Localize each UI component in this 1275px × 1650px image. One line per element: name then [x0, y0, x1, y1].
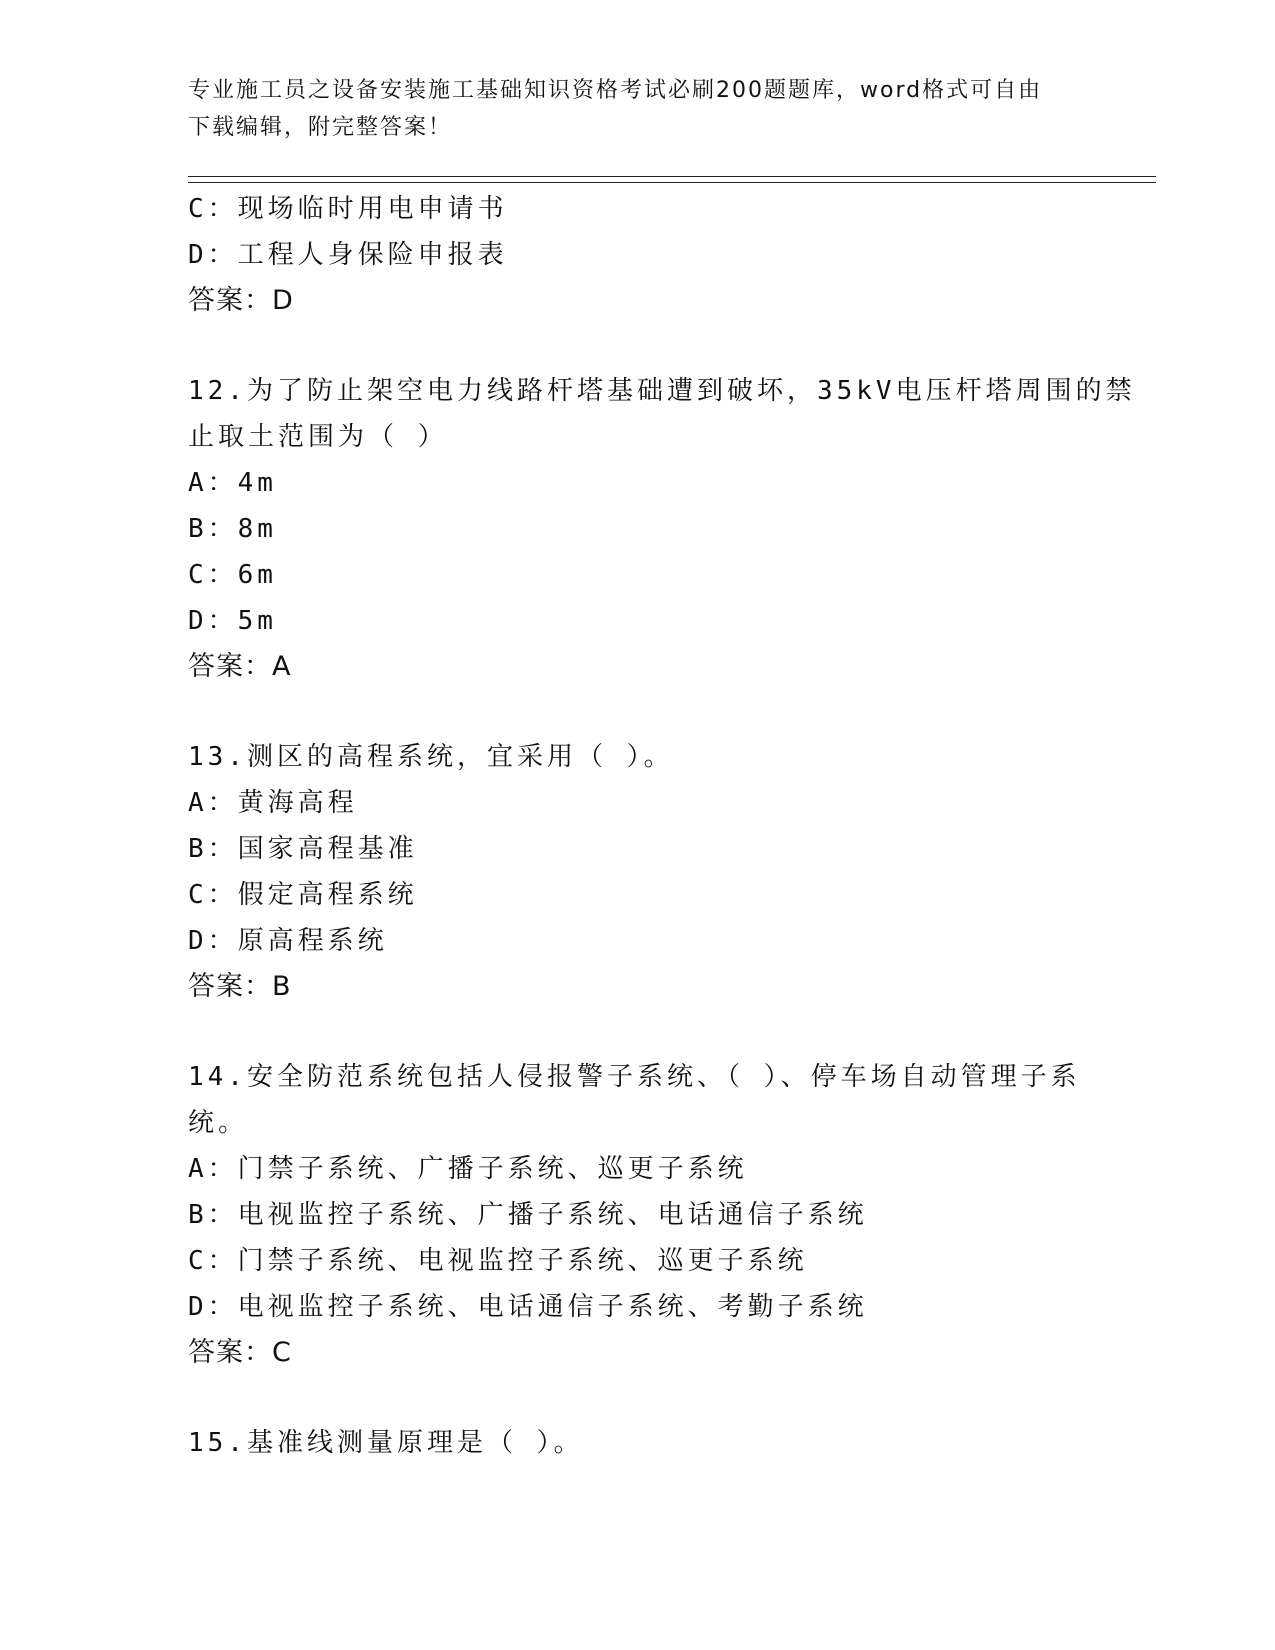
- question-12: [188, 368, 1136, 690]
- option-b: B：电视监控子系统、广播子系统、电话通信子系统: [188, 1200, 868, 1230]
- question-14: [188, 1054, 1108, 1376]
- option-d: D：5m: [188, 606, 277, 636]
- option-a: A：黄海高程: [188, 788, 358, 818]
- spacer: [188, 1376, 1108, 1420]
- spacer: [188, 1010, 1108, 1054]
- option-a: A：4m: [188, 468, 277, 498]
- option-d: D：电视监控子系统、电话通信子系统、考勤子系统: [188, 1292, 868, 1322]
- question-stem-continued: 止取土范围为（ ）: [188, 422, 448, 452]
- spacer: [188, 324, 1108, 368]
- answer: 答案：B: [188, 971, 292, 1002]
- header-line-2: 下载编辑，附完整答案！: [188, 115, 453, 140]
- document-header: [188, 72, 1068, 146]
- option-b: B：8m: [188, 514, 277, 544]
- header-line-1: 专业施工员之设备安装施工基础知识资格考试必刷200题题库，word格式可自由: [188, 78, 1043, 103]
- option-d: D：工程人身保险申报表: [188, 240, 508, 270]
- question-stem: 15.基准线测量原理是（ ）。: [188, 1428, 584, 1458]
- option-b: B：国家高程基准: [188, 834, 418, 864]
- question-stem: 13.测区的高程系统，宜采用（ ）。: [188, 742, 674, 772]
- spacer: [188, 690, 1108, 734]
- option-c: C：现场临时用电申请书: [188, 194, 508, 224]
- question-stem: 14.安全防范系统包括人侵报警子系统、（ ）、停车场自动管理子系: [188, 1062, 1081, 1092]
- question-13: [188, 734, 1108, 1010]
- answer: 答案：D: [188, 285, 294, 316]
- option-c: C：门禁子系统、电视监控子系统、巡更子系统: [188, 1246, 808, 1276]
- option-a: A：门禁子系统、广播子系统、巡更子系统: [188, 1154, 748, 1184]
- question-list: [188, 186, 1136, 1466]
- question-11: [188, 186, 1108, 324]
- option-c: C：假定高程系统: [188, 880, 418, 910]
- header-divider-top: [188, 176, 1156, 177]
- answer: 答案：A: [188, 651, 292, 682]
- question-stem-continued: 统。: [188, 1108, 249, 1138]
- option-d: D：原高程系统: [188, 926, 388, 956]
- question-15: [188, 1420, 1108, 1466]
- option-c: C：6m: [188, 560, 277, 590]
- header-divider-bottom: [188, 182, 1156, 183]
- question-stem: 12.为了防止架空电力线路杆塔基础遭到破坏，35kV电压杆塔周围的禁: [188, 376, 1136, 406]
- answer: 答案：C: [188, 1337, 292, 1368]
